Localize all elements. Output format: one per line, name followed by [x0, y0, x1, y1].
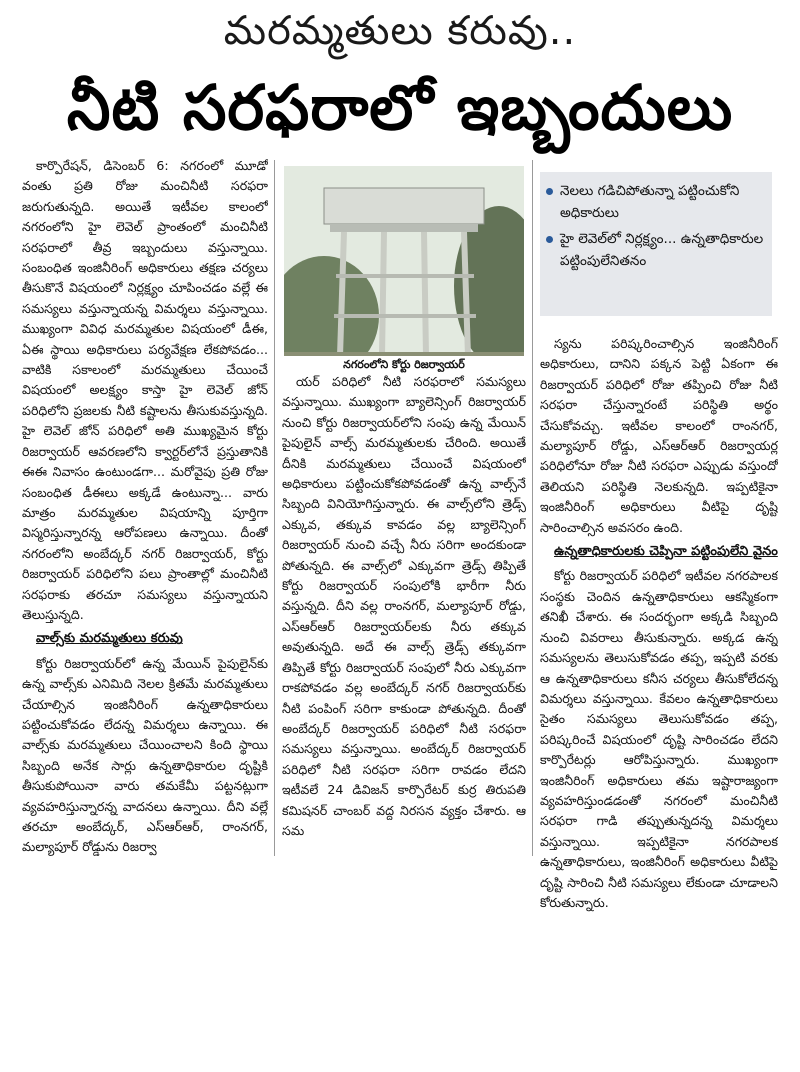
- paragraph: కోర్టు రిజర్వాయర్ పరిధిలో ఇటీవల నగరపాలక సంస్థకు చెందిన ఉన్నతాధికారులు ఆకస్మికంగా తనిఖీ చేశారు. ఈ సందర్భంగా అక్కడి సిబ్బంది నుంచి వివరాలు తీసుకున్నారు. అక్కడ ఉన్న సమస్యలను తెలుసుకోవడం తప్ప, ఇప్పటి వరకు ఆ ఉన్నతాధికారులు కనీస చర్యలు తీసుకోలేదన్న విమర్శలు వస్తున్నాయి. కేవలం ఉన్నతాధికారులు సైతం సమస్యలు తెలుసుకోవడం తప్ప, పరిష్కరించే విషయంలో దృష్టి సారించడం లేదని కార్పొరేటర్లు ఆరోపిస్తున్నారు. ముఖ్యంగా ఇంజినీరింగ్ అధికారులు తమ ఇష్టారాజ్యంగా వ్యవహరిస్తుండడంతో నగరంలో మంచినీటి సరఫరా గాడి తప్పుతున్నదన్న విమర్శలు వస్తున్నాయి. ఇప్పటికైనా నగరపాలక ఉన్నతాధికారులు, ఇంజినీరింగ్ అధికారులు వీటిపై దృష్టి సారించి నీటి సమస్యలు లేకుండా చూడాలని కోరుతున్నారు.: [540, 568, 778, 910]
- highlight-item: [544, 228, 768, 272]
- water-tank-illustration: [284, 166, 524, 366]
- main-headline: నీటి సరఫరాలో ఇబ్బందులు: [66, 71, 734, 144]
- subheading: ఉన్నతాధికారులకు చెప్పినా పట్టింపులేని వైనం: [554, 544, 778, 560]
- article-column-3: [540, 334, 778, 1034]
- column-divider: [274, 160, 275, 856]
- paragraph: యర్ పరిధిలో నీటి సరఫరాలో సమస్యలు వస్తున్నాయి. ముఖ్యంగా బ్యాలెన్సింగ్ రిజర్వాయర్ నుంచి కోర్టు రిజర్వాయర్‌లోని సంపు ఉన్న మేయిన్ పైపులైన్ వాల్స్ మరమ్మతులకు చేరింది. అయితే దీనికి మరమ్మతులు చేయించే విషయంలో అధికారులు పట్టించుకోకపోవడంతో ఉన్న వాల్స్‌నే సిబ్బంది వినియోగిస్తున్నారు. ఈ వాల్స్‌లోని త్రెడ్స్ ఎక్కువ, తక్కువ కావడం వల్ల బ్యాలెన్సింగ్ రిజర్వాయర్ నుంచి వచ్చే నీరు సరిగా అందకుండా పోతున్నది. ఈ వాల్స్‌లో ఎక్కువగా త్రెడ్స్ తిప్పితే కోర్టు రిజర్వాయర్ సంపులోకి భారీగా నీరు వస్తున్నది. దీని వల్ల రాంనగర్, మల్యాపూర్ రోడ్డు, ఎస్ఆర్ఆర్ రిజర్వాయర్‌లకు నీరు తక్కువ అవుతున్నది. అదే ఈ వాల్స్ త్రెడ్స్ తక్కువగా తిప్పితే కోర్టు రిజర్వాయర్ సంపులో నీరు ఎక్కువగా రాకపోవడం వల్ల అంబేద్కర్ నగర్ రిజర్వాయర్‌కు నీటి పంపింగ్ సరిగా కాకుండా పోతున్నది. దీంతో అంబేద్కర్ రిజర్వాయర్ పరిధిలో నీటి సరఫరా సమస్యలు వస్తున్నాయి. అంబేద్కర్ రిజర్వాయర్ పరిధిలో నీటి సరఫరా సరిగా రావడం లేదని ఇటీవలే 24 డివిజన్ కార్పొరేటర్ కుర్ర తిరుపతి కమిషనర్ చాంబర్ వద్ద నిరసన వ్యక్తం చేశారు. ఆ సమ: [282, 374, 526, 838]
- highlights-box: [540, 172, 772, 316]
- kicker-headline: మరమ్మతులు కరువు..: [223, 8, 577, 54]
- highlight-text: హై లెవెల్‌లో నిర్లక్ష్యం... ఉన్నతాధికారుల పట్టింపులేనితనం: [560, 231, 764, 269]
- photo-caption: నగరంలోని కోర్టు రిజర్వాయర్: [284, 356, 524, 376]
- bullet-icon: [546, 236, 553, 243]
- highlight-text: నెలలు గడిచిపోతున్నా పట్టించుకోని అధికారులు: [560, 183, 740, 221]
- reservoir-photo: [284, 166, 524, 366]
- article-column-1: [22, 156, 268, 856]
- column-divider: [532, 160, 533, 856]
- subheading: వాల్స్‌కు మరమ్మతులు కరువు: [36, 631, 183, 647]
- bullet-icon: [546, 188, 553, 195]
- paragraph: కోర్టు రిజర్వాయర్‌లో ఉన్న మేయిన్ పైపులైన్‌కు ఉన్న వాల్స్‌కు ఎనిమిది నెలల క్రితమే మరమ్మతులు చేయాల్సిన ఇంజినీరింగ్ ఉన్నతాధికారులు పట్టించుకోవడం లేదన్న విమర్శలు ఉన్నాయి. ఈ వాల్స్‌కు మరమ్మతులు చేయించాలని కింది స్థాయి సిబ్బంది అనేక సార్లు ఉన్నతాధికారుల దృష్టికి తీసుకుపోయినా వారు తమకేమీ పట్టనట్లుగా వ్యవహరిస్తున్నారన్న వాదనలు ఉన్నాయి. దీని వల్లే తరచూ అంబేద్కర్, ఎస్ఆర్ఆర్, రాంనగర్, మల్యాపూర్ రోడ్డును రిజర్వా: [22, 655, 268, 855]
- paragraph: స్యను పరిష్కరించాల్సిన ఇంజినీరింగ్ అధికారులు, దానిని పక్కన పెట్టి ఏకంగా ఈ రిజర్వాయర్ పరిధిలో రోజు తప్పించి రోజు నీటి సరఫరా చేస్తున్నారంటే పరిస్థితి అర్థం చేసుకోవచ్చు. ఇటీవల కాలంలో రాంనగర్, మల్యాపూర్ రోడ్డు, ఎస్ఆర్ఆర్ రిజర్వాయర్ల పరిధిలోనూ రోజు నీటి సరఫరా ఎప్పుడు వస్తుందో తెలియని పరిస్థితి నెలకున్నది. ఇప్పటికైనా ఇంజినీరింగ్ అధికారులు వీటిపై దృష్టి సారించాల్సిన అవసరం ఉంది.: [540, 336, 778, 535]
- highlight-item: [544, 180, 768, 224]
- article-column-2: [282, 372, 526, 1072]
- paragraph: కార్పొరేషన్, డిసెంబర్ 6: నగరంలో మూడో వంతు ప్రతి రోజు మంచినీటి సరఫరా జరుగుతున్నది. అయితే ఇటీవల కాలంలో నగరంలోని హై లెవెల్ ప్రాంతంలో మంచినీటి సరఫరాలో తీవ్ర ఇబ్బందులు వస్తున్నాయి. సంబంధిత ఇంజినీరింగ్ అధికారులు తక్షణ చర్యలు తీసుకొనే విషయంలో నిర్లక్ష్యం చూపించడం వల్లే ఈ సమస్యలు వస్తున్నాయన్న విమర్శలు వస్తున్నాయి. ముఖ్యంగా వివిధ మరమ్మతుల విషయంలో డీఈ, ఏఈ స్థాయి అధికారులు పర్యవేక్షణ లేకపోవడం... వాటికి సకాలంలో మరమ్మతులు చేయించే విషయంలో అలక్ష్యం కాస్తా హై లెవెల్ జోన్ పరిధిలోని ప్రజలకు నీటి కష్టాలను తీసుకువస్తున్నది. హై లెవెల్ జోన్ పరిధిలో అతి ముఖ్యమైన కోర్టు రిజర్వాయర్ ఆవరణలోని క్వార్టర్‌లోనే ప్రస్తుతానికి ఈఈ నివాసం ఉంటుండగా... మరోవైపు ప్రతి రోజు సంబంధిత డీఈలు అక్కడే ఉంటున్నా... వారు మాత్రం మరమ్మతుల విషయాన్ని పూర్తిగా విస్మరిస్తున్నారన్న ఆరోపణలు ఉన్నాయి. దీంతో నగరంలోని అంబేద్కర్ నగర్ రిజర్వాయర్, కోర్టు రిజర్వాయర్ పరిధిలోని పలు ప్రాంతాల్లో మంచినీటి సరఫరాకు తరచూ సమస్యలు వస్తున్నాయని తెలుస్తున్నది.: [22, 158, 268, 622]
